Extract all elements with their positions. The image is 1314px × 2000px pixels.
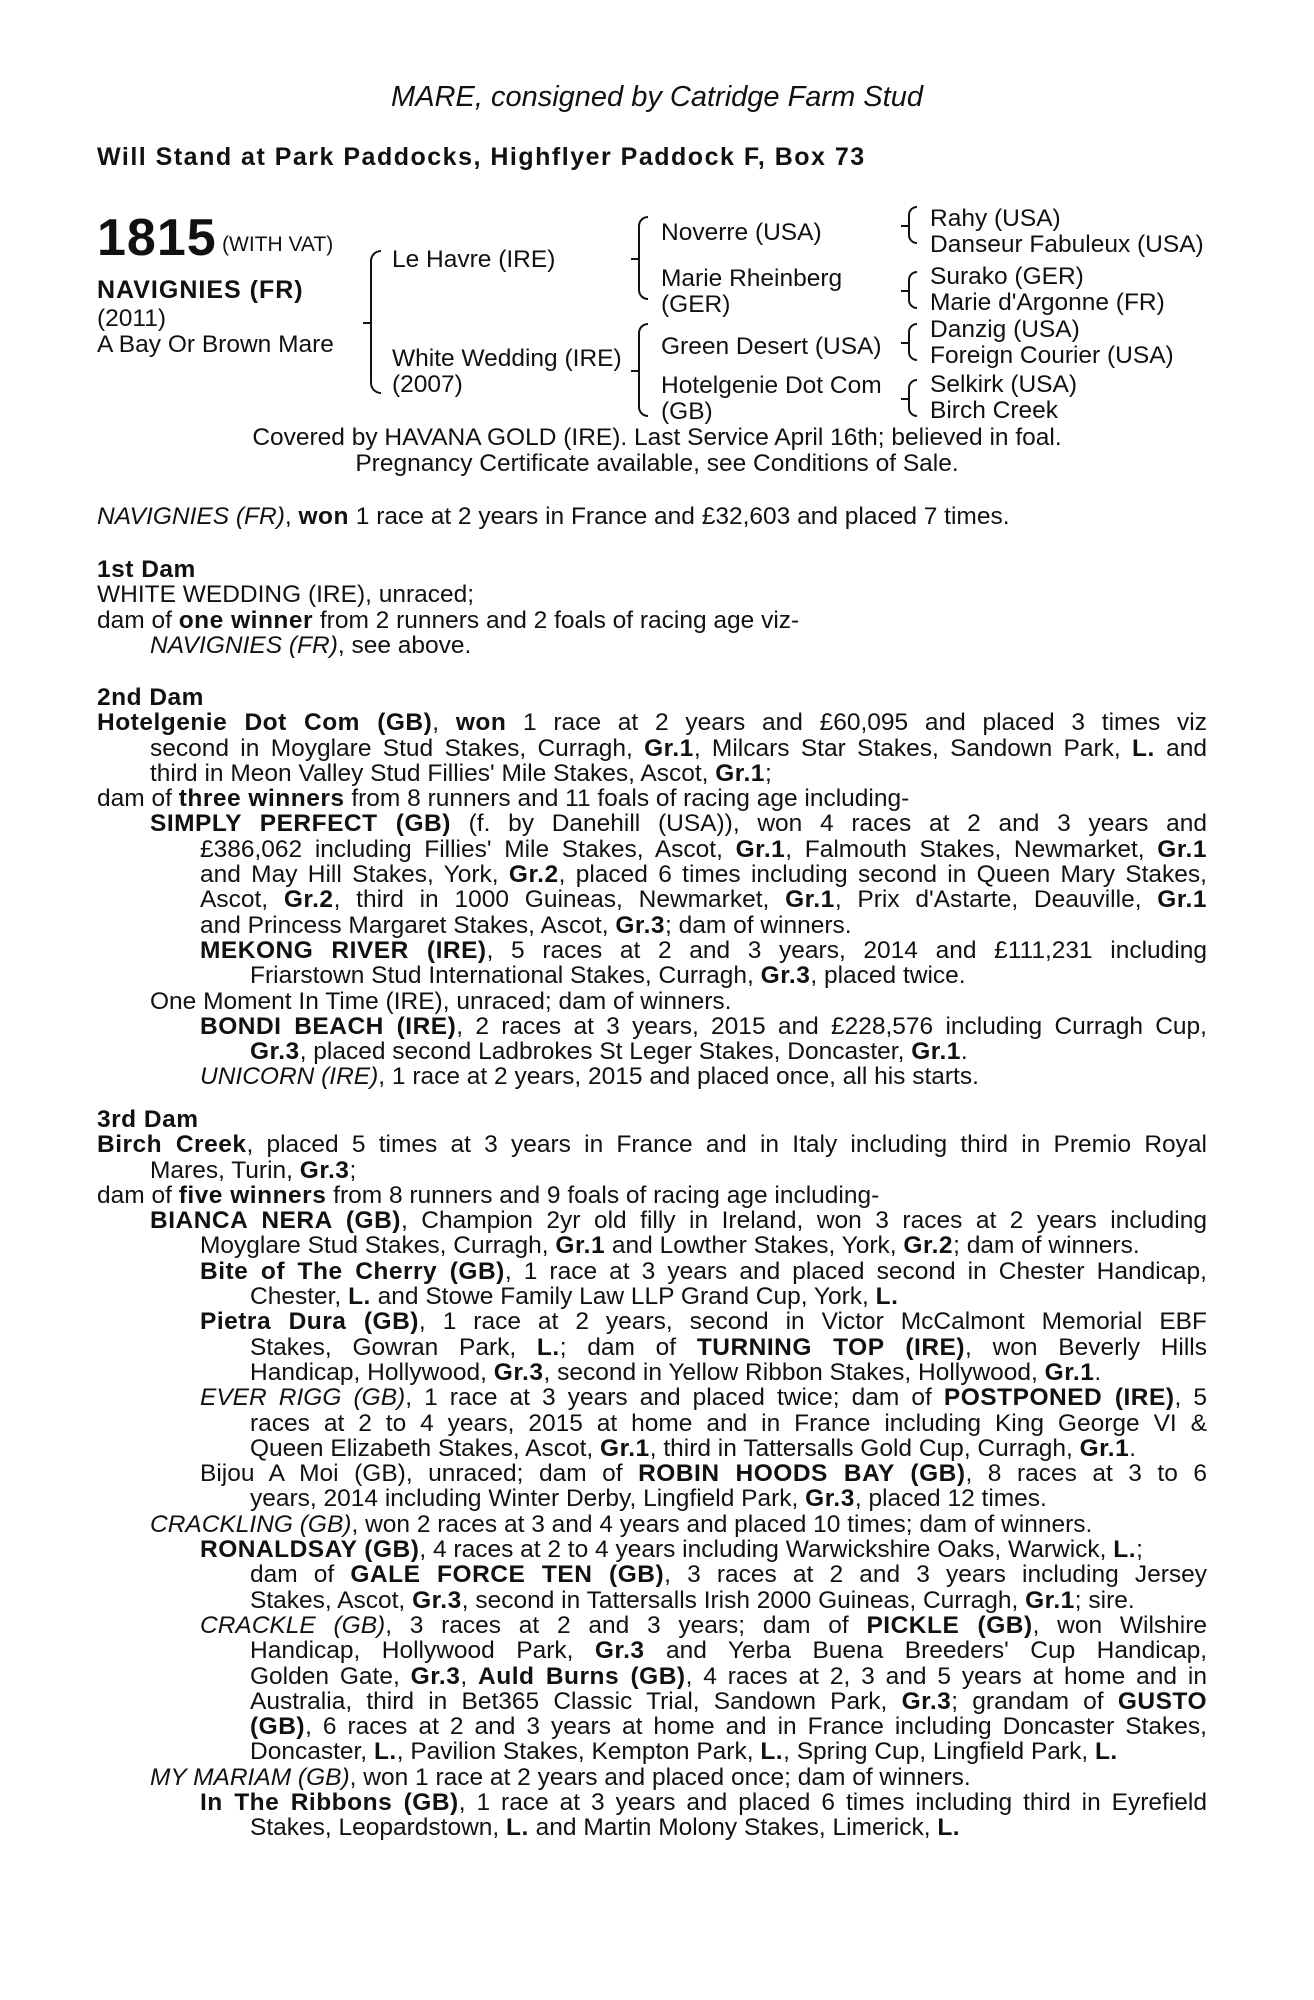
dam-line <box>97 887 1207 912</box>
text-run: . <box>1129 1434 1137 1462</box>
cover-note: Covered by HAVANA GOLD (IRE). Last Service April 16th; believed in foal. <box>252 424 1062 451</box>
text-run: second in Moyglare Stud Stakes, Curragh, <box>150 734 645 762</box>
dam-line <box>97 1689 1207 1714</box>
text-run: , 1 race at 2 years, 2015 and placed once, all his starts. <box>378 1063 979 1091</box>
pedigree-dam-year: (2007) <box>392 371 463 398</box>
pedigree-brace-ss <box>908 206 917 244</box>
text-run: , <box>460 1662 479 1690</box>
dam-line <box>97 1714 1207 1739</box>
dam-line <box>97 736 1207 761</box>
text-run: CRACKLING (GB) <box>150 1510 352 1538</box>
dam-line <box>97 1233 1207 1258</box>
text-run: and <box>1154 734 1208 762</box>
dam-line <box>97 1039 1207 1064</box>
second-dam-section <box>97 685 1207 1090</box>
text-run: L. <box>875 1283 899 1311</box>
text-run: ROBIN HOODS BAY (GB) <box>638 1460 966 1488</box>
text-run: Gr.1 <box>1079 1434 1130 1462</box>
text-run: In The Ribbons (GB) <box>200 1789 459 1817</box>
text-run: Bite of The Cherry (GB) <box>200 1257 505 1285</box>
text-run: Gr.1 <box>600 1434 650 1462</box>
text-run: , won Beverly Hills <box>965 1333 1207 1361</box>
text-run: , second in Yellow Ribbon Stakes, Hollywood, <box>543 1358 1045 1386</box>
dam-line <box>97 1486 1207 1511</box>
pedigree-dds: Selkirk (USA) <box>930 371 1078 398</box>
dam-line <box>97 1385 1207 1410</box>
text-run: , won 1 race at 2 years and placed once; dam of winners. <box>349 1763 971 1791</box>
text-run: five winners <box>178 1181 327 1209</box>
text-run: L. <box>506 1814 529 1842</box>
pedigree-dsd: Foreign Courier (USA) <box>930 342 1174 369</box>
text-run: , 3 races at 2 and 3 years including Jersey <box>664 1561 1207 1589</box>
text-run: PICKLE (GB) <box>866 1611 1033 1639</box>
pedigree-sss: Rahy (USA) <box>930 205 1061 232</box>
text-run: , 5 <box>1174 1384 1207 1412</box>
text-run: and Yerba Buena Breeders' Cup Handicap, <box>644 1637 1207 1665</box>
dam-line <box>97 1638 1207 1663</box>
text-run: , Prix d'Astarte, Deauville, <box>834 886 1158 914</box>
text-run: Australia, third in Bet365 Classic Trial, Sandown Park, <box>250 1687 902 1715</box>
dam-line <box>97 1158 1207 1183</box>
text-run: Pietra Dura (GB) <box>200 1308 419 1336</box>
text-run: , 3 races at 2 and 3 years; dam of <box>385 1611 867 1639</box>
pedigree-ddd: Birch Creek <box>930 397 1058 424</box>
pedigree-dam-dam: Hotelgenie Dot Com <box>661 372 882 399</box>
dam-line <box>97 963 1207 988</box>
text-run: Doncaster, <box>250 1738 374 1766</box>
text-run: Gr.3 <box>412 1586 462 1614</box>
consignment-heading: MARE, consigned by Catridge Farm Stud <box>391 81 923 113</box>
pedigree-brace-sd <box>908 271 917 309</box>
text-run: , 6 races at 2 and 3 years at home and in France including Doncaster Stakes, <box>305 1713 1207 1741</box>
text-run: Gr.1 <box>785 886 835 914</box>
text-run: three winners <box>178 785 345 813</box>
horse-description: A Bay Or Brown Mare <box>97 331 334 358</box>
pedigree-brace-ds <box>908 323 917 361</box>
text-run: Golden Gate, <box>250 1662 411 1690</box>
dam-line <box>97 1562 1207 1587</box>
text-run: POSTPONED (IRE) <box>943 1384 1175 1412</box>
dam-line: One Moment In Time (IRE), unraced; dam of winners. <box>150 987 732 1015</box>
text-run: Stakes, Gowran Park, <box>250 1333 537 1361</box>
text-run: Moyglare Stud Stakes, Curragh, <box>200 1232 556 1260</box>
dam-line <box>97 1790 1207 1815</box>
text-run: ; dam of winners. <box>953 1232 1140 1260</box>
dam-line <box>97 608 1207 633</box>
text-run: ; grandam of <box>951 1687 1118 1715</box>
text-run: L. <box>937 1814 961 1842</box>
dam-line: races at 2 to 4 years, 2015 at home and in France including King George VI & <box>250 1409 1207 1437</box>
text-run: , 2 races at 3 years, 2015 and £228,576 including Curragh Cup, <box>456 1012 1207 1040</box>
dam-line <box>97 786 1207 811</box>
text-run: Gr.1 <box>555 1232 606 1260</box>
text-run: Mares, Turin, <box>150 1156 300 1184</box>
text-run: and Stowe Family Law LLP Grand Cup, York, <box>370 1283 876 1311</box>
text-run: , Spring Cup, Lingfield Park, <box>783 1738 1095 1766</box>
dam-line <box>97 1765 1207 1790</box>
text-run: Ascot, <box>200 886 284 914</box>
text-run: , Milcars Star Stakes, Sandown Park, <box>693 734 1133 762</box>
text-run: Stakes, Leopardstown, <box>250 1814 507 1842</box>
text-run: dam of <box>250 1561 351 1589</box>
text-run: Gr.3 <box>805 1485 855 1513</box>
text-run: , Champion 2yr old filly in Ireland, won 3 races at 2 years including <box>400 1207 1208 1235</box>
dam-line <box>97 1588 1207 1613</box>
text-run: Gr.1 <box>1044 1358 1095 1386</box>
section-title: 1st Dam <box>97 556 196 583</box>
dam-line <box>97 633 1207 658</box>
pedigree-sire-sire: Noverre (USA) <box>661 219 822 246</box>
pregnancy-note: Pregnancy Certificate available, see Conditions of Sale. <box>355 450 959 477</box>
text-run: L. <box>373 1738 397 1766</box>
text-run: , 1 race at 3 years and placed 6 times including third in Eyrefield <box>458 1789 1207 1817</box>
text-run: Gr.3 <box>410 1662 461 1690</box>
text-run: third in Meon Valley Stud Fillies' Mile Stakes, Ascot, <box>150 759 716 787</box>
pedigree-brace-gen1 <box>370 250 381 394</box>
text-run: , 4 races at 2, 3 and 5 years at home and in <box>685 1662 1207 1690</box>
text-run: , 8 races at 3 to 6 <box>965 1460 1207 1488</box>
text-run: ; <box>1136 1536 1143 1564</box>
text-run: L. <box>1094 1738 1118 1766</box>
text-run: , third in Tattersalls Gold Cup, Curragh, <box>649 1434 1080 1462</box>
dam-line <box>97 1132 1207 1157</box>
text-run: GALE FORCE TEN (GB) <box>350 1561 665 1589</box>
text-run: 1 race at 2 years in France and £32,603 and placed 7 times. <box>348 503 1010 530</box>
text-run: Gr.2 <box>903 1232 954 1260</box>
text-run: from 8 runners and 9 foals of racing age including- <box>326 1181 880 1209</box>
dam-line <box>97 1014 1207 1039</box>
text-run: L. <box>1132 734 1155 762</box>
text-run: Gr.1 <box>1025 1586 1075 1614</box>
text-run: from 2 runners and 2 foals of racing age viz- <box>313 606 800 634</box>
text-run: , third in 1000 Guineas, Newmarket, <box>333 886 786 914</box>
text-run: and Martin Molony Stakes, Limerick, <box>528 1814 938 1842</box>
text-run: L. <box>536 1333 560 1361</box>
pedigree-brace-sire <box>638 216 648 300</box>
dam-line <box>97 710 1207 735</box>
pedigree-brace-dd <box>908 379 917 417</box>
text-run: (GB) <box>250 1713 306 1741</box>
text-run: 1 race at 2 years and £60,095 and placed 3 times viz <box>506 709 1207 737</box>
dam-line <box>97 837 1207 862</box>
horse-year: (2011) <box>97 305 167 332</box>
dam-line <box>97 1259 1207 1284</box>
text-run: Chester, <box>250 1283 349 1311</box>
text-run: Gr.3 <box>615 911 666 939</box>
text-run: Stakes, Ascot, <box>250 1586 413 1614</box>
text-run: NAVIGNIES (FR) <box>150 631 338 659</box>
text-run: Auld Burns (GB) <box>478 1662 686 1690</box>
text-run: Friarstown Stud International Stakes, Curragh, <box>250 962 761 990</box>
text-run: Queen Elizabeth Stakes, Ascot, <box>250 1434 601 1462</box>
section-title: 3rd Dam <box>97 1106 199 1133</box>
text-run: Gr.3 <box>760 962 811 990</box>
text-run: , placed second Ladbrokes St Leger Stakes, Doncaster, <box>299 1038 912 1066</box>
dam-line <box>97 1309 1207 1334</box>
text-run: one winner <box>178 606 314 634</box>
text-run: , Falmouth Stakes, Newmarket, <box>785 835 1158 863</box>
text-run: , 5 races at 2 and 3 years, 2014 and £111,231 including <box>486 936 1207 964</box>
text-run: MY MARIAM (GB) <box>150 1763 350 1791</box>
text-run: Gr.3 <box>901 1687 952 1715</box>
text-run: . <box>1094 1358 1102 1386</box>
dam-line <box>97 761 1207 786</box>
text-run: Gr.2 <box>508 861 559 889</box>
vat-note: (WITH VAT) <box>222 233 334 256</box>
text-run: Gr.1 <box>715 759 765 787</box>
text-run: , second in Tattersalls Irish 2000 Guineas, Curragh, <box>461 1586 1026 1614</box>
dam-line <box>97 1208 1207 1233</box>
text-run: Birch Creek <box>97 1131 247 1159</box>
text-run: , Pavilion Stakes, Kempton Park, <box>396 1738 761 1766</box>
pedigree-dam: White Wedding (IRE) <box>392 345 622 372</box>
third-dam-section <box>97 1107 1207 1841</box>
text-run: Gr.3 <box>594 1637 645 1665</box>
dam-line: WHITE WEDDING (IRE), unraced; <box>97 581 475 609</box>
section-title: 2nd Dam <box>97 684 204 711</box>
dam-line <box>97 1284 1207 1309</box>
text-run: ; sire. <box>1074 1586 1135 1614</box>
text-run: years, 2014 including Winter Derby, Lingfield Park, <box>250 1485 806 1513</box>
dam-line <box>97 862 1207 887</box>
text-run: and Lowther Stakes, York, <box>605 1232 904 1260</box>
text-run: L. <box>760 1738 784 1766</box>
text-run: ; dam of winners. <box>665 911 852 939</box>
text-run: . <box>960 1038 968 1066</box>
text-run: CRACKLE (GB) <box>200 1611 386 1639</box>
text-run: ; dam of <box>559 1333 697 1361</box>
dam-line <box>97 1360 1207 1385</box>
text-run: SIMPLY PERFECT (GB) <box>150 810 451 838</box>
pedigree-sds: Surako (GER) <box>930 263 1084 290</box>
text-run: from 8 runners and 11 foals of racing age including- <box>344 785 910 813</box>
text-run: Gr.3 <box>493 1358 544 1386</box>
dam-line <box>97 811 1207 836</box>
text-run: L. <box>348 1283 371 1311</box>
text-run: , won Wilshire <box>1032 1611 1207 1639</box>
text-run: ; <box>764 759 772 787</box>
dam-line <box>97 1436 1207 1461</box>
pedigree-sire: Le Havre (IRE) <box>392 246 556 273</box>
text-run: , placed twice. <box>810 962 966 990</box>
text-run: , placed 6 times including second in Queen Mary Stakes, <box>558 861 1207 889</box>
text-run: , 1 race at 2 years, second in Victor McCalmont Memorial EBF <box>418 1308 1207 1336</box>
pedigree-brace-dam <box>638 323 648 417</box>
text-run: Gr.1 <box>644 734 694 762</box>
lot-number: 1815 <box>97 209 217 267</box>
first-dam-section <box>97 557 1207 658</box>
text-run: , <box>432 709 456 737</box>
text-run: MEKONG RIVER (IRE) <box>200 936 487 964</box>
text-run: Handicap, Hollywood, <box>250 1358 494 1386</box>
pedigree-ssd: Danseur Fabuleux (USA) <box>930 231 1204 258</box>
text-run: and May Hill Stakes, York, <box>200 861 509 889</box>
text-run: Gr.1 <box>1157 835 1207 863</box>
text-run: , 4 races at 2 to 4 years including Warwickshire Oaks, Warwick, <box>419 1536 1114 1564</box>
dam-line <box>97 1537 1207 1562</box>
race-summary: NAVIGNIES (FR), won 1 race at 2 years in France and £32,603 and placed 7 times. <box>97 503 1010 530</box>
horse-name: NAVIGNIES (FR) <box>97 276 304 304</box>
text-run: , placed 12 times. <box>854 1485 1047 1513</box>
text-run: won <box>298 503 349 530</box>
text-run: , placed 5 times at 3 years in France and in Italy including third in Premio Royal <box>246 1131 1207 1159</box>
dam-line <box>97 1815 1207 1840</box>
pedigree-sire-dam-country: (GER) <box>661 291 731 318</box>
pedigree-dss: Danzig (USA) <box>930 316 1080 343</box>
pedigree-sdd: Marie d'Argonne (FR) <box>930 289 1165 316</box>
text-run: Gr.1 <box>735 835 786 863</box>
pedigree-sire-dam: Marie Rheinberg <box>661 265 843 292</box>
dam-line <box>97 1512 1207 1537</box>
dam-line <box>97 1335 1207 1360</box>
dam-line <box>97 1064 1207 1089</box>
text-run: Gr.3 <box>299 1156 350 1184</box>
text-run: UNICORN (IRE) <box>200 1063 379 1091</box>
text-run: dam of <box>97 606 179 634</box>
text-run: Handicap, Hollywood Park, <box>250 1637 595 1665</box>
text-run: Hotelgenie Dot Com (GB) <box>97 709 433 737</box>
dam-line <box>97 1461 1207 1486</box>
stand-location: Will Stand at Park Paddocks, Highflyer Paddock F, Box 73 <box>97 143 866 171</box>
dam-line <box>97 913 1207 938</box>
text-run: Gr.1 <box>911 1038 961 1066</box>
text-run: , won 2 races at 3 and 4 years and placed 10 times; dam of winners. <box>351 1510 1093 1538</box>
text-run: dam of <box>97 785 179 813</box>
text-run: L. <box>1113 1536 1137 1564</box>
text-run: BONDI BEACH (IRE) <box>200 1012 457 1040</box>
text-run: RONALDSAY (GB) <box>200 1536 420 1564</box>
dam-line <box>97 1739 1207 1764</box>
text-run: won <box>455 709 507 737</box>
dam-line <box>97 1183 1207 1208</box>
text-run: ; <box>349 1156 357 1184</box>
text-run: £386,062 including Fillies' Mile Stakes, Ascot, <box>200 835 736 863</box>
pedigree-dam-sire: Green Desert (USA) <box>661 333 882 360</box>
text-run: , see above. <box>337 631 472 659</box>
text-run: BIANCA NERA (GB) <box>150 1207 401 1235</box>
text-run: Gr.2 <box>283 886 334 914</box>
text-run: and Princess Margaret Stakes, Ascot, <box>200 911 616 939</box>
dam-line <box>97 938 1207 963</box>
text-run: TURNING TOP (IRE) <box>696 1333 966 1361</box>
text-run: , 1 race at 3 years and placed second in Chester Handicap, <box>504 1257 1207 1285</box>
dam-line <box>97 1664 1207 1689</box>
dam-line <box>97 1613 1207 1638</box>
text-run: dam of <box>97 1181 179 1209</box>
text-run: EVER RIGG (GB) <box>200 1384 406 1412</box>
text-run: Gr.3 <box>250 1038 300 1066</box>
text-run: , 1 race at 3 years and placed twice; dam of <box>405 1384 944 1412</box>
pedigree-dam-dam-country: (GB) <box>661 398 713 425</box>
text-run: NAVIGNIES (FR) <box>97 503 285 530</box>
text-run: GUSTO <box>1117 1687 1207 1715</box>
text-run: (f. by Danehill (USA)), won 4 races at 2 and 3 years and <box>450 810 1207 838</box>
text-run: Bijou A Moi (GB), unraced; dam of <box>200 1460 639 1488</box>
text-run: Gr.1 <box>1157 886 1207 914</box>
